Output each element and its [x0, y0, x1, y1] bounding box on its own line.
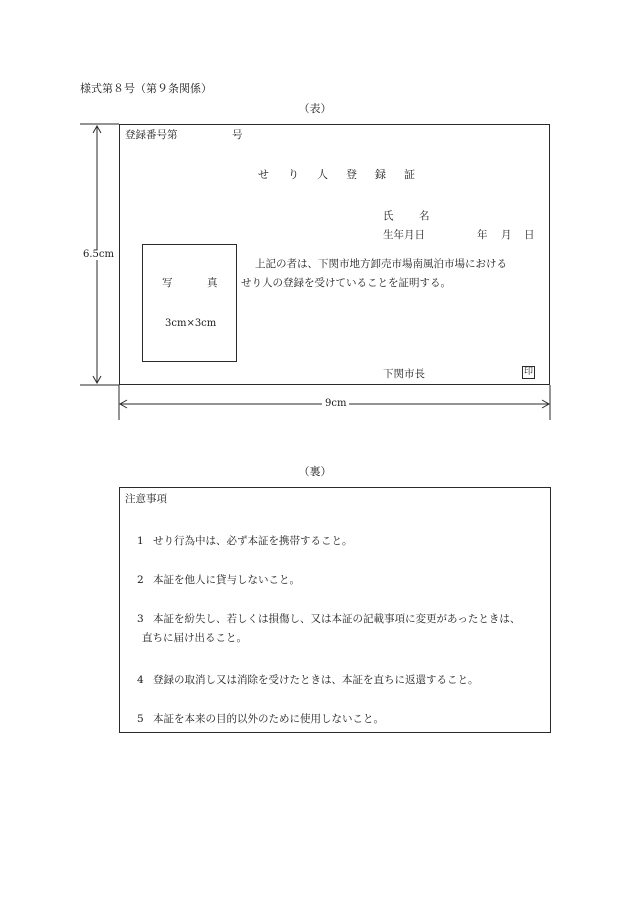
note-number-3: 3: [137, 613, 144, 625]
card-title-char-5: 録: [375, 168, 386, 181]
card-title-char-2: り: [288, 168, 299, 181]
note-number-2: 2: [137, 574, 144, 586]
registration-number-suffix: 号: [232, 129, 243, 141]
date-unit-year: 年: [477, 229, 488, 241]
note-number-1: 1: [137, 535, 144, 547]
date-unit-day: 日: [524, 229, 535, 241]
statement-line-2: せり人の登録を受けていることを証明する。: [241, 277, 451, 289]
note-text-3: 本証を紛失し、若しくは損傷し、又は本証の記載事項に変更があったときは、: [153, 613, 521, 625]
note-number-5: 5: [137, 713, 144, 725]
note-text-2: 本証を他人に貸与しないこと。: [153, 574, 300, 586]
form-label: 様式第８号（第９条関係）: [80, 82, 212, 95]
birth-date-label: 生年月日: [383, 229, 425, 241]
seal-mark: 印: [523, 367, 533, 377]
name-label-char-2: 名: [419, 210, 430, 222]
back-side-heading: （裏）: [298, 465, 332, 478]
note-text-5: 本証を本来の目的以外のために使用しないこと。: [153, 713, 384, 725]
height-dimension-label: 6.5cm: [80, 250, 117, 260]
photo-label-char-2: 真: [207, 277, 218, 289]
width-dimension-label: 9cm: [322, 399, 349, 409]
photo-label-char-1: 写: [162, 277, 173, 289]
photo-placeholder: [142, 244, 237, 362]
note-text-1: せり行為中は、必ず本証を携帯すること。: [153, 535, 353, 547]
photo-size: 3cm×3cm: [165, 318, 217, 329]
note-number-4: 4: [137, 674, 144, 686]
front-side-heading: （表）: [298, 102, 332, 115]
note-text-4: 登録の取消し又は消除を受けたときは、本証を直ちに返還すること。: [153, 674, 479, 686]
card-title-char-6: 証: [404, 168, 415, 181]
date-unit-month: 月: [501, 229, 512, 241]
note-text-3-continuation: 直ちに届け出ること。: [142, 632, 247, 644]
registration-number-prefix: 登録番号第: [125, 129, 178, 141]
notes-title: 注意事項: [125, 493, 167, 505]
statement-line-1: 上記の者は、下関市地方卸売市場南風泊市場における: [255, 258, 507, 270]
card-title-char-4: 登: [346, 168, 357, 181]
name-label-char-1: 氏: [383, 210, 394, 222]
card-back: [119, 487, 551, 733]
card-title-char-3: 人: [317, 168, 328, 181]
issuer-title: 下関市長: [383, 368, 425, 380]
card-title-char-1: せ: [258, 168, 269, 181]
